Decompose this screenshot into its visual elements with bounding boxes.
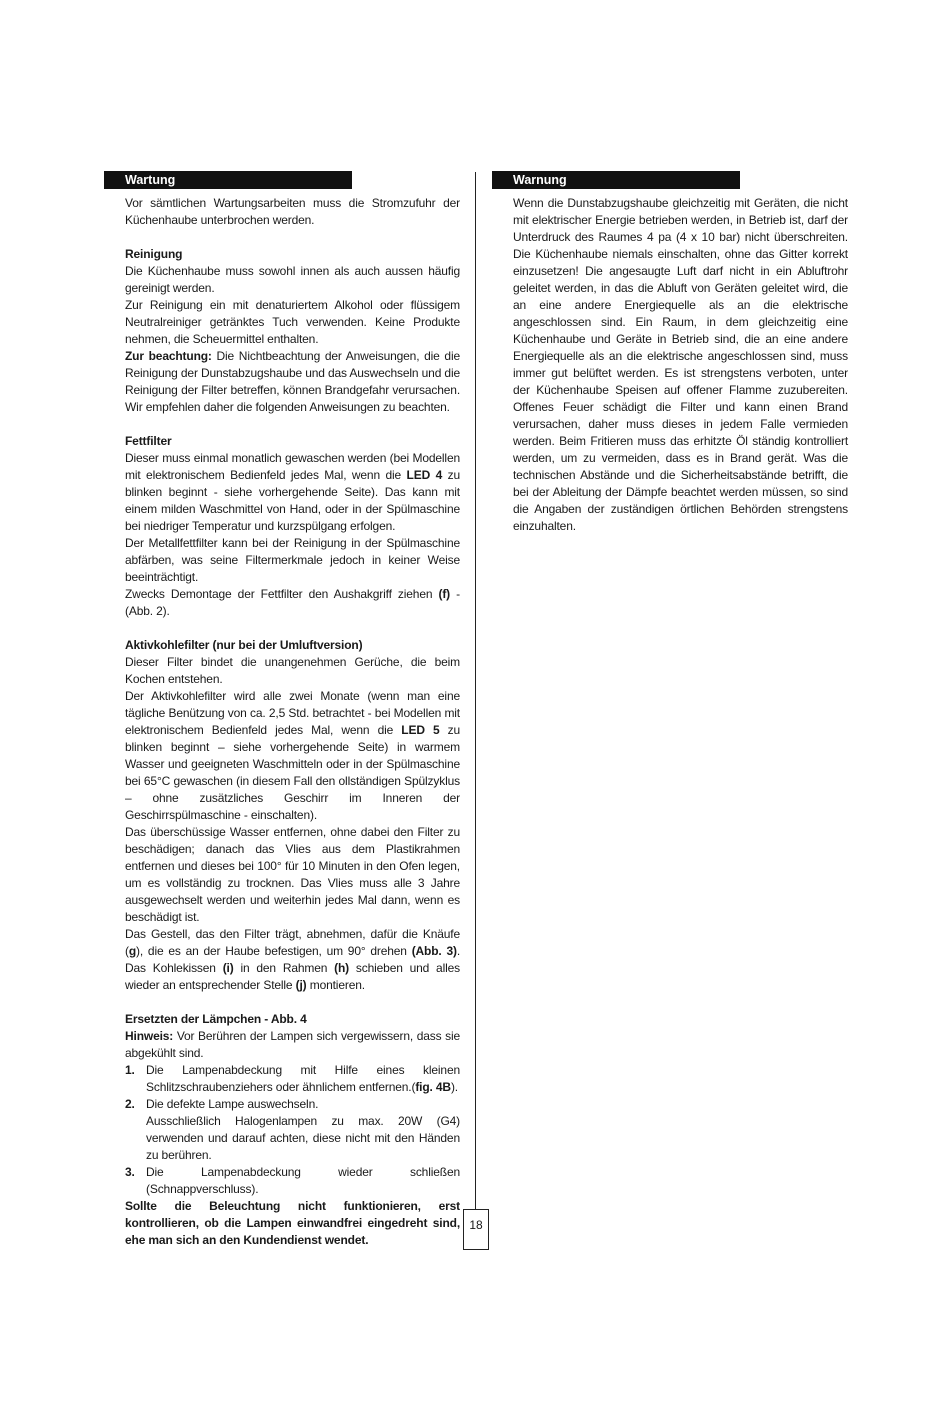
list-item [125, 1096, 460, 1164]
page-number: 18 [463, 1209, 489, 1250]
list-item-text [146, 1062, 460, 1096]
list-item-text: Die Lampenabdeckung wieder schließen (Schnappverschluss). [146, 1165, 460, 1196]
aktiv-p4-d: in den Rahmen [233, 961, 335, 975]
right-column [492, 171, 848, 535]
reinigung-p2: Zur Reinigung ein mit denaturiertem Alkohol oder flüssigem Neutralreiniger getränktes Tuch verwenden. Keine Produkte nehmen, die Scheuermittel enthalten. [125, 298, 460, 346]
aktiv-p2-a: Der Aktivkohlefilter wird alle zwei Monate (wenn man eine tägliche Benützung von ca. 2,5 Std. betrachtet - bei Modellen mit elektronischem Bedienfeld jedes Mal, wenn die [125, 689, 460, 737]
lampen-hint-text: Vor Berühren der Lampen sich vergewissern, dass sie abgekühlt sind. [125, 1029, 460, 1060]
aktiv-abb3: (Abb. 3) [411, 944, 457, 958]
reinigung-p1: Die Küchenhaube muss sowohl innen als auch aussen häufig gereinigt werden. [125, 264, 460, 295]
list-item-text-a: Die defekte Lampe auswechseln. [146, 1097, 319, 1111]
fettfilter-f: (f) [438, 587, 451, 601]
warnung-text: Wenn die Dunstabzugshaube gleichzeitig mit Geräten, die nicht mit elektrischer Energie betrieben werden, in Betrieb ist, darf der Unterdruck des Raumes 4 pa (4 x 10 bar) nicht überschreiten. Die Küchenhaube niemals einschalten, ohne das Gitter korrekt einzusetzen! Die angesaugte Luft darf nicht in ein Abluftrohr geleitet werden, in das die Abluft von Geräten geleitet wird, die an eine andere Energiequelle als an die elektrische angeschlossen sind. Ein Raum, in dem gleichzeitig eine Küchenhaube und Geräte in Betrieb sind, die an eine andere Energiequelle als an die elektrische angeschlossen sind, muss immer gut belüftet werden. Es ist strengstens verboten, unter der Küchenhaube Speisen auf offener Flamme zuzubereiten. Offenes Feuer schädigt die Filter und kann einen Brand verursachen, daher muss dieses in jedem Falle vermieden werden. Beim Fritieren muss das erhitzte Öl ständig kontrolliert werden, um zu vermeiden, dass es in Brand gerät. Was die technischen Abstände und die Sicherheitsabstände betrifft, die bei der Ableitung der Dämpfe beachtet werden müssen, so sind die Angaben der zuständigen örtlichen Behörden strengstens einzuhalten. [513, 196, 848, 533]
section-heading-wartung: Wartung [104, 171, 352, 189]
reinigung-note-text: Die Nichtbeachtung der Anweisungen, die die Reinigung der Dunstabzugshaube und das Auswechseln und die Reinigung der Filter betreffen, können Brandgefahr verursachen. Wir empfehlen daher die folgenden Anweisungen zu beachten. [125, 349, 460, 414]
aktiv-p4-b: ), die es an der Haube befestigen, um 90° drehen [136, 944, 412, 958]
reinigung-note-label: Zur beachtung: [125, 349, 212, 363]
fettfilter-p2: Der Metallfettfilter kann bei der Reinigung in der Spülmaschine abfärben, was seine Filtermerkmale jedoch in keiner Weise beeinträchtigt. [125, 536, 460, 584]
list-item-text-b: ). [450, 1080, 458, 1094]
aktiv-p2-b: zu blinken beginnt – siehe vorhergehende Seite) in warmem Wasser und geeigneten Waschmitteln oder in der Spülmaschine bei 65°C gewaschen (in diesem Fall den ollständigen Spülzyklus – ohne zusätzliches Geschirr im Inneren der Geschirrspülmaschine - einschalten). [125, 723, 461, 822]
fig-4b: fig. 4B [415, 1080, 451, 1094]
aktiv-p4-e: schieben und alles wieder an entsprechender Stelle [125, 961, 460, 992]
column-divider [475, 172, 476, 1210]
list-item [125, 1062, 460, 1096]
fettfilter-p3 [125, 586, 460, 620]
lampen-hint-label: Hinweis: [125, 1029, 174, 1043]
lampen-title: Ersetzten der Lämpchen - Abb. 4 [125, 1012, 307, 1026]
left-column [104, 171, 460, 1249]
lampen-hint [125, 1028, 460, 1062]
list-item-number: 3. [125, 1165, 135, 1179]
lampen-closing: Sollte die Beleuchtung nicht funktionieren, erst kontrollieren, ob die Lampen einwandfrei eingedreht sind, ehe man sich an den Kundendienst wendet. [125, 1199, 460, 1247]
aktiv-p4-a: Das Gestell, das den Filter trägt, abnehmen, dafür die Knäufe ( [125, 927, 460, 958]
aktiv-p2 [125, 688, 460, 824]
aktiv-led5: LED 5 [401, 723, 440, 737]
fettfilter-p3-a: Zwecks Demontage der Fettfilter den Aushakgriff ziehen [125, 587, 439, 601]
aktiv-i: (i) [222, 961, 234, 975]
reinigung-note [125, 348, 460, 416]
wartung-intro: Vor sämtlichen Wartungsarbeiten muss die Stromzufuhr der Küchenhaube unterbrochen werden. [125, 196, 460, 227]
list-item [125, 1164, 460, 1198]
left-content [125, 195, 460, 1249]
aktiv-h: (h) [334, 961, 350, 975]
list-item-number: 1. [125, 1063, 135, 1077]
fettfilter-title: Fettfilter [125, 434, 172, 448]
fettfilter-p1-b: zu blinken beginnt - siehe vorhergehende Seite). Das kann mit einem milden Waschmittel von Hand, oder in der Spülmaschine bei niedriger Temperatur und kurzspülgang erfolgen. [125, 468, 460, 533]
aktiv-j: (j) [295, 978, 307, 992]
list-item-extra: Ausschließlich Halogenlampen zu max. 20W (G4) verwenden und darauf achten, diese nicht mit den Händen zu berühren. [146, 1114, 460, 1162]
list-item-text [146, 1096, 460, 1164]
section-heading-warnung: Warnung [492, 171, 740, 189]
list-item-number: 2. [125, 1097, 135, 1111]
right-content [513, 195, 848, 535]
aktiv-p4-f: montieren. [306, 978, 365, 992]
fettfilter-led4: LED 4 [406, 468, 443, 482]
aktiv-title: Aktivkohlefilter (nur bei der Umluftversion) [125, 638, 363, 652]
aktiv-p3: Das überschüssige Wasser entfernen, ohne dabei den Filter zu beschädigen; danach das Vlies aus dem Plastikrahmen entfernen und dieses bei 100° für 10 Minuten in den Ofen legen, um es vollständig zu trocknen. Das Vlies muss alle 3 Jahre ausgewechselt werden und weiterhin jedes Mal dann, wenn es beschädigt ist. [125, 825, 460, 924]
fettfilter-p1-a: Dieser muss einmal monatlich gewaschen werden (bei Modellen mit elektronischem Bedienfeld jedes Mal, wenn die [125, 451, 460, 482]
aktiv-g: g [128, 944, 137, 958]
list-item-text-a: Die Lampenabdeckung mit Hilfe eines kleinen Schlitzschraubenziehers oder ähnlichem entfernen.( [146, 1063, 460, 1094]
fettfilter-p3-b: - (Abb. 2). [125, 587, 460, 618]
aktiv-p1: Dieser Filter bindet die unangenehmen Gerüche, die beim Kochen entstehen. [125, 655, 460, 686]
fettfilter-p1 [125, 450, 460, 535]
reinigung-title: Reinigung [125, 247, 183, 261]
aktiv-p4 [125, 926, 460, 994]
aktiv-p4-c: . Das Kohlekissen [125, 944, 461, 975]
